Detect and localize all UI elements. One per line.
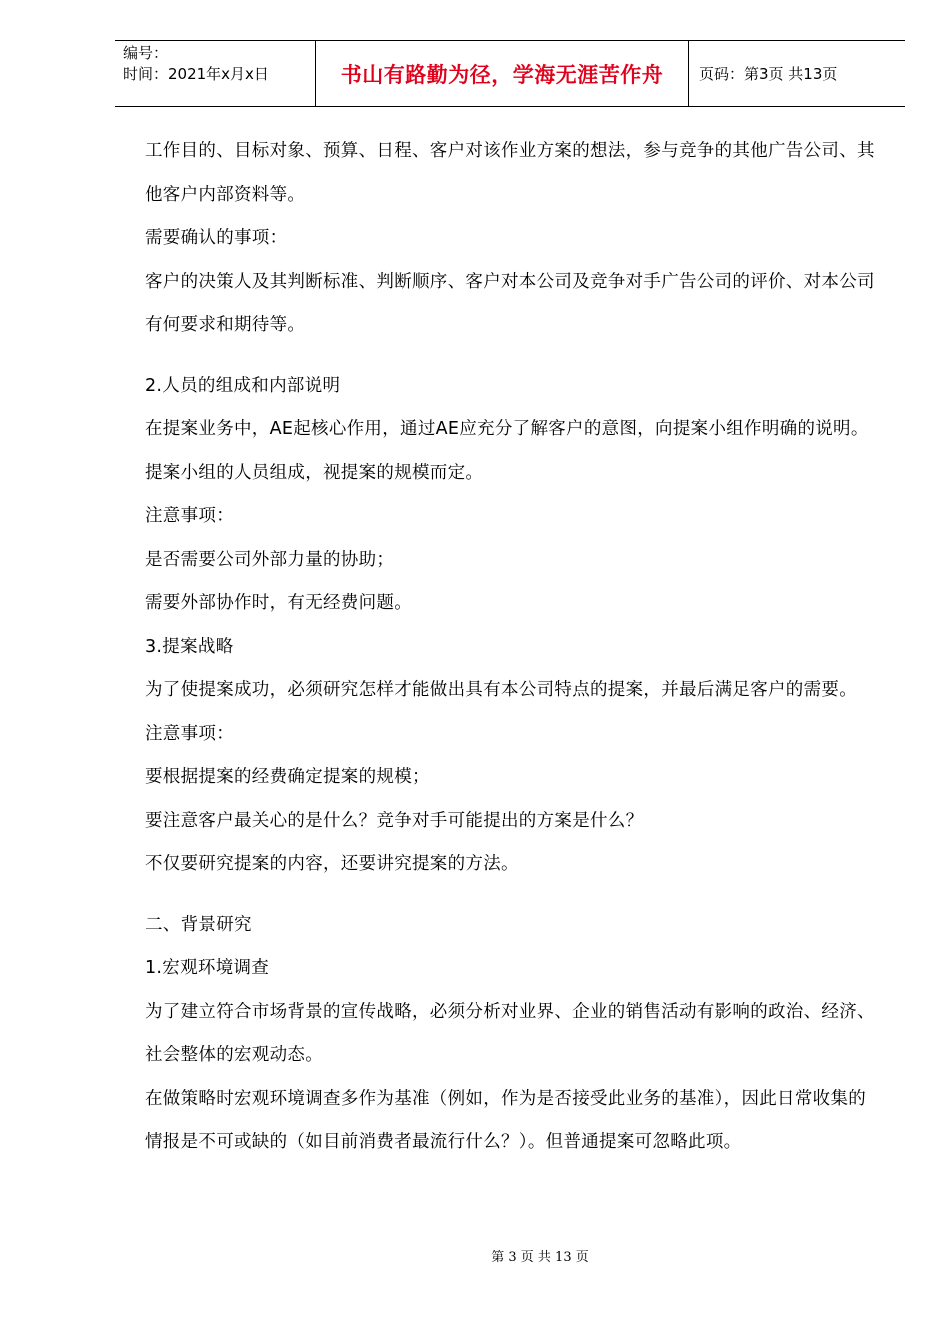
section-heading: 1.宏观环境调查 — [145, 958, 270, 978]
header-meta — [115, 41, 316, 106]
paragraph-gap — [145, 887, 880, 904]
body-paragraph: 注意事项： — [145, 723, 234, 744]
body-paragraph: 需要外部协作时，有无经费问题。 — [145, 593, 412, 613]
document-number-label: 编号： — [123, 44, 169, 62]
body-paragraph: 在做策略时宏观环境调查多作为基准（例如，作为是否接受此业务的基准），因此日常收集的情报是不可或缺的（如目前消费者最流行什么？）。但普通提案可忽略此项。 — [145, 1088, 867, 1152]
body-paragraph: 为了使提案成功，必须研究怎样才能做出具有本公司特点的提案，并最后满足客户的需要。 — [145, 680, 857, 700]
document-time-label: 时间：2021年x月x日 — [123, 65, 269, 83]
body-paragraph: 要根据提案的经费确定提案的规模； — [145, 767, 430, 787]
chapter-heading: 二、背景研究 — [145, 914, 252, 935]
body-paragraph: 在提案业务中，AE起核心作用，通过AE应充分了解客户的意图，向提案小组作明确的说明。提案小组的人员组成，视提案的规模而定。 — [145, 419, 869, 483]
body-paragraph: 注意事项： — [145, 506, 234, 526]
body-paragraph: 为了建立符合市场背景的宣传战略，必须分析对业界、企业的销售活动有影响的政治、经济、社会整体的宏观动态。 — [145, 1001, 875, 1065]
section-heading: 2.人员的组成和内部说明 — [145, 375, 341, 396]
body-paragraph: 工作目的、目标对象、预算、日程、客户对该作业方案的想法，参与竞争的其他广告公司、其他客户内部资料等。 — [145, 141, 875, 205]
document-body — [145, 130, 880, 1165]
page-header — [115, 40, 905, 107]
header-motto: 书山有路勤为径，学海无涯苦作舟 — [316, 41, 689, 106]
body-paragraph: 是否需要公司外部力量的协助； — [145, 549, 395, 570]
section-heading: 3.提案战略 — [145, 636, 234, 657]
body-paragraph: 不仅要研究提案的内容，还要讲究提案的方法。 — [145, 854, 519, 874]
paragraph-gap — [145, 348, 880, 365]
body-paragraph: 要注意客户最关心的是什么？竞争对手可能提出的方案是什么？ — [145, 810, 644, 831]
header-page-number: 页码：第3页 共13页 — [699, 65, 838, 83]
body-paragraph: 客户的决策人及其判断标准、判断顺序、客户对本公司及竞争对手广告公司的评价、对本公司有何要求和期待等。 — [145, 271, 875, 335]
body-paragraph: 需要确认的事项： — [145, 228, 288, 248]
page-footer: 第 3 页 共 13 页 — [491, 1250, 589, 1265]
